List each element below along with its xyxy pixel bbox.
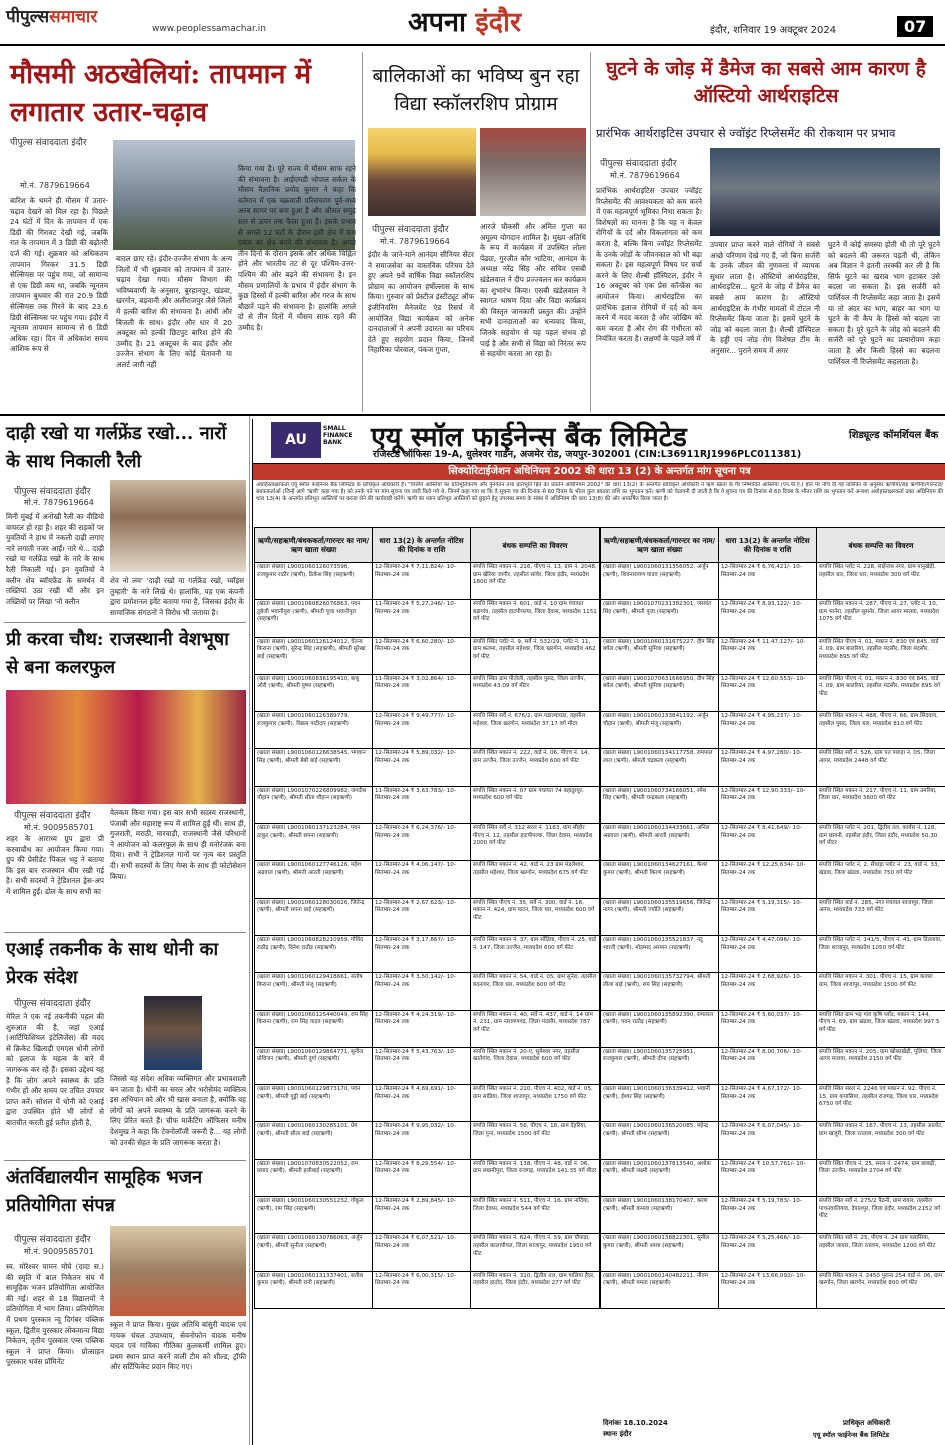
borrower-cell: (खाता संख्या) L9001060131356052, अर्जुन (ऋणी), शिवनारायण यादव (सहऋणी) [601, 563, 719, 600]
weather-col2: बादल छाए रहे। इंदौर-उज्जैन संभाग के अन्य जिलों में भी शुक्रवार को तापमान में उतार-चढ़ाव देखा गया। मौसम विभाग की भविष्यवाणी के अनुसार, बुरहानपुर, खंडवा, खरगोन, बड़वानी और अलीराजपुर जैसे जिलों में हल्की बारिश की संभावना है। आंधी और बिजली के साथ। इंदौर और धार में 20 अक्टूबर को हल्की छिटपुट बारिश होने की उम्मीद है। 21 अक्टूबर के बाद इंदौर और उज्जैन संभाग के लिए कोई चेतावनी या अलर्ट जारी नहीं [116, 254, 232, 369]
notice-amount-cell: 12-सितम्बर-24 ₹ 12,90,333/- 10-सितम्बर-24 तक [719, 786, 817, 823]
knee-headline: घुटने के जोड़ में डैमेज का सबसे आम कारण है ऑस्टियो आर्थराइटिस [606, 58, 926, 107]
notice-row [601, 1047, 945, 1084]
property-cell: संपत्ति स्थित सर्वे नं. 275/2 पैठनी, ग्राम रावल, तहसील पाचनवालियाव, देपालपुर, जिला इंदौर, मध्यप्रदेश 2152 वर्ग फीट [817, 1197, 945, 1234]
scheduled-bank-label: शिड्यूल्ड कॉमर्शियल बैंक [849, 430, 939, 441]
knee-photo [710, 148, 940, 236]
property-cell: संपत्ति स्थित मकान नं. 07 ग्राम पंचायत 74 बहादुरपुर, मध्यप्रदेश 600 वर्ग फीट [471, 786, 600, 823]
page-number: 07 [897, 16, 933, 37]
property-cell: संपत्ति स्थित प्लॉट नं. 9, सर्वे नं. 532/29, प्लॉट नं. 11, ग्राम कलमा, तहसील महेश्वर, जिला खरगोन, मध्यप्रदेश 462 वर्ग फीट [471, 637, 600, 674]
notice-place: स्थानः इंदौर [603, 1430, 632, 1438]
scholarship-mobile: मो.नं. 7879619664 [380, 237, 450, 246]
borrower-cell: (खाता संख्या) L9001060129418661, संतोष किराना (ऋणी), श्रीमती मंजू (सहऋणी) [255, 973, 373, 1010]
borrower-cell: (खाता संख्या) L9001070631666950, दीप सिंह बघेल (ऋणी), श्रीमती सुमित्रा (सहऋणी) [601, 674, 719, 711]
property-cell: संपत्ति स्थित मकान नं. 42, वार्ड नं. 23 ग्राम मंडलेश्वर, तहसील महेश्वर, जिला खरगोन, मध्यप्रदेश 675 वर्ग फीट [471, 861, 600, 898]
newspaper-logo[interactable]: पीपुल्ससमाचार [6, 7, 98, 27]
borrower-cell: (खाता संख्या) L9001060138822301, सुनील कुमार (ऋणी), श्रीमती आशा (सहऋणी) [601, 1234, 719, 1271]
column-header-borrower: ऋणी/सहऋणी/बंधककर्ता/गारन्टर का नाम/ऋण खाता संख्या [601, 528, 719, 563]
notice-amount-cell: 12-सितम्बर-24 ₹ 6,60,280/- 10-सितम्बर-24 तक [373, 637, 471, 674]
borrower-cell: (खाता संख्या) L9001060129873170, पवन (ऋणी), श्रीमती गुड्डी बाई (सहऋणी) [255, 1085, 373, 1122]
property-cell: संपत्ति स्थित ग्राम भड़ गांव कृषि प्लॉट, मकान नं. 144, पीएच नं. 69, ग्राम खंडवा, जिला खंडवा, मध्यप्रदेश 997.5 वर्ग फीट [817, 1010, 945, 1047]
property-cell: संपत्ति स्थित पीएच नं. 01, मकान नं. 830 एवं 845, वार्ड नं. 09, ग्राम बालरिया, तहसील मंदसौर, जिला मंदसौर, मध्यप्रदेश 895 वर्ग फीट [817, 637, 945, 674]
issue-date: इंदौर, शनिवार 19 अक्टूबर 2024 [710, 25, 837, 36]
notice-row [601, 1234, 945, 1271]
notice-row [601, 637, 945, 674]
notice-row [255, 1197, 600, 1234]
notice-amount-cell: 12-सितम्बर-24 ₹ 5,19,783/- 10-सितम्बर-24 तक [719, 1197, 817, 1234]
notice-amount-cell: 12-सितम्बर-24 ₹ 4,97,280/- 10-सितम्बर-24 तक [719, 749, 817, 786]
property-cell: संपत्ति स्थित मकान नं. 624, पीएच नं. 59, ग्राम चौपाड़ा, तहसील कालापीपल, जिला शाजापुर, मध्यप्रदेश 1950 वर्ग फीट [471, 1234, 600, 1271]
borrower-cell: (खाता संख्या) L9001060131675227, दीप सिंह बघेल (ऋणी), श्रीमती सुमित्रा (सहऋणी) [601, 637, 719, 674]
borrower-cell: (खाता संख्या) L9001060136339412, भवानी (ऋणी), ईश्वर सिंह (सहऋणी) [601, 1085, 719, 1122]
notice-amount-cell: 12-सितम्बर-24 ₹ 4,95,237/- 10-सितम्बर-24 तक [719, 712, 817, 749]
property-cell: संपत्ति स्थित मकान नं. 2450 पुराना 254 वार्ड नं. 06, ग्राम खरगोन, जिला खरगोन, मध्यप्रदेश 800 वर्ग फीट [817, 1271, 945, 1308]
property-cell: संपत्ति स्थित पीएच नं. 35, सर्वे नं. 300, वार्ड नं. 16, मकान नं. 424, ग्राम पाटन, जिला धार, मध्यप्रदेश 600 वर्ग फीट [471, 898, 600, 935]
notice-amount-cell: 12-सितम्बर-24 ₹ 8,41,649/- 10-सितम्बर-24 तक [719, 824, 817, 861]
notice-intro: अधोहस्ताक्षरकर्ता एयू स्मॉल फाईनेन्स बैंक लिमिटेड के प्राधिकृत अधिकारी है। "वित्तीय आस्तियों का प्रतिभूतिकरण और पुनर्गठन तथा प्रतिभूति हित का प्रवर्तन अधिनियम 2002" की धारा 13(2) के अन्तर्गत प्राधिकृत अधिकारी ने ऋण खातों के गैर निष्पादित आस्तियां (एन.पी.ए.) होने पर नीचे दी गई तालिका के अनुसार ऋणीयों/सह ऋणीयों/गारन्टरों/बंधककर्ताओं (जिन्हें आगे 'ऋणी' कहा गया है) को उनके पते पर मांग सूचना पत्र जारी किये गये थे, जिनमें कहा गया था कि वे सूचना पत्र की दिनांक से 60 दिवस के भीतर कुल बकाया राशि का भुगतान करें। ऋणी को चेतावनी दी जाती है कि वे सूचना पत्र की दिनांक से 60 दिवस के भीतर राशि का भुगतान करें अन्यथा अधोहस्ताक्षरकर्ता उक्त अधिनियम की धारा 13(4) के अन्तर्गत प्रतिभूत आस्तियों पर कब्जा लेने की कार्यवाही करेंगे। ऋणी का ध्यान प्रतिभूत आस्तियों को छुड़ाने हेतु उपलब्ध समय के संबंध में अधिनियम की धारा 13(8) की ओर आकर्षित किया जाता है। [256, 482, 943, 503]
property-cell: संपत्ति स्थित प्लॉट नं. 2, सेंधाड़ा प्लॉट नं. 23, वार्ड नं. 33, खंडवा, जिला खंडवा, मध्यप्रदेश 750 वर्ग फीट [817, 861, 945, 898]
bank-notice-header [253, 419, 945, 464]
property-cell: संपत्ति स्थित मकान नं. 216, पीएच नं. 13, ग्राम नं. 2048, ग्राम खेरिया जागीर, तहसील सांवेर, जिला इंदौर, मध्यप्रदेश 1800 वर्ग फीट [471, 563, 600, 600]
borrower-cell: (खाता संख्या) L9001060828210959, गोविंद राठौड़ (ऋणी), दिनेश राठौड़ (सहऋणी) [255, 935, 373, 972]
notice-amount-cell: 12-सितम्बर-24 ₹ 6,07,521/- 10-सितम्बर-24 तक [373, 1234, 471, 1271]
notice-row [601, 1159, 945, 1196]
notice-amount-cell: 12-सितम्बर-24 ₹ 2,67,623/- 10-सितम्बर-24 तक [373, 898, 471, 935]
notice-amount-cell: 12-सितम्बर-24 ₹ 4,69,691/- 10-सितम्बर-24 तक [373, 1085, 471, 1122]
borrower-cell: (खाता संख्या) L9001060734166051, रमेश सिंह (ऋणी), श्रीमती चन्द्रकला (सहऋणी) [601, 786, 719, 823]
karwa-mobile: मो.नं. 9009585701 [24, 823, 94, 832]
notice-row [255, 1047, 600, 1084]
borrower-cell: (खाता संख्या) L9001060127746126, महेश अग्रवाल (ऋणी), श्रीमती आरती (सहऋणी) [255, 861, 373, 898]
notice-table-right [600, 527, 945, 1309]
notice-table-left [254, 527, 600, 1309]
notice-row [601, 1271, 945, 1308]
bhajan-mobile: मो.नं. 9009585701 [24, 1247, 94, 1256]
borrower-cell: (खाता संख्या) L9001060135521837, नटू भारती (ऋणी), मोहम्मद अरमान (सहऋणी) [601, 935, 719, 972]
beard-col1: मिनी मुंबई में अनोखी रैली का वीडियो वायरल हो रहा है। शहर की सड़कों पर युवतियों ने हाथ में नकली दाढ़ी लगाए नारे लगाती नजर आईं। नारे थे... दाढ़ी रखो या गर्लफ्रेंड रखो के नारे के साथ रैली निकाली गई। इन युवतियों ने क्लीन शेव ब्वॉयफ्रेंड के समर्थन में तख्तियां उठा रखी थीं और इन तख्तियों पर लिखा 'नो क्लीन [6, 512, 104, 606]
ai-headline: एआई तकनीक के साथ धोनी का प्रेरक संदेश [6, 939, 219, 988]
notice-amount-cell: 12-सितम्बर-24 ₹ 9,95,032/- 10-सितम्बर-24 तक [373, 1122, 471, 1159]
borrower-cell: (खाता संख्या) L9001060126389779, राजकुमार (ऋणी), विक्रम पाटीदार (सहऋणी) [255, 712, 373, 749]
notice-row [601, 973, 945, 1010]
property-cell: संपत्ति स्थित सर्वे नं. 25, पीएच नं. 24 ग्राम पलासिया, तहसील जावरा, जिला रतलाम, मध्यप्रदेश 1200 वर्ग फीट [817, 1234, 945, 1271]
notice-row [255, 637, 600, 674]
notice-amount-cell: 12-सितम्बर-24 ₹ 6,24,376/- 10-सितम्बर-24 तक [373, 824, 471, 861]
knee-subhead: प्रारंभिक आर्थराइटिस उपचार से ज्वॉइंट रिप्लेसमेंट की रोकथाम पर प्रभाव [596, 126, 896, 140]
property-cell: संपत्ति स्थित मकान नं. 310, द्वितीय तल, ग्राम पालिया हैदर, तहसील हातोद, जिला इंदौर, मध्यप्रदेश 277 वर्ग फीट [471, 1271, 600, 1308]
notice-row [601, 1010, 945, 1047]
notice-row [601, 898, 945, 935]
borrower-cell: (खाता संख्या) L9001060125440049, राम सिंह किराना (ऋणी), राम सिंह यादव (सहऋणी) [255, 1010, 373, 1047]
column-header-borrower: ऋणी/सहऋणी/बंधककर्ता/गारन्टर का नाम/ऋण खाता संख्या [255, 528, 373, 563]
property-cell: संपत्ति स्थित मकान नं. 56, पीएच नं. 18, ग्राम देहरिया, जिला गुना, मध्यप्रदेश 1500 वर्ग फीट [471, 1122, 600, 1159]
notice-amount-cell: 12-सितम्बर-24 ₹ 4,47,096/- 10-सितम्बर-24 तक [719, 935, 817, 972]
bhajan-col2: स्कूल ने प्राप्त किया। मुख्य अतिथि बांसुरी वादक एवं गायक चंचल उपाध्याय, सेवनोफोन वादक मनीष यादव एवं गायिका गीतिका कुलकर्णी शामिल हुए। प्रथम स्थान प्राप्त करने वाली टीम को शील्ड, ट्रॉफी और सर्टिफिकेट प्रदान किए गए। [110, 1320, 246, 1372]
property-cell: संपत्ति स्थित मकान नं. 601, वार्ड नं. 10 ग्राम पंचायत बड़ागांव, तहसील हाटपीपल्या, जिला देवास, मध्यप्रदेश 1151 वर्ग फीट [471, 600, 600, 637]
notice-row [601, 600, 945, 637]
scholarship-photo [368, 128, 476, 216]
signing-bank: एयू स्मॉल फाईनेन्स बैंक लिमिटेड [813, 1431, 890, 1439]
bhajan-photo [110, 1226, 246, 1316]
scholarship-group-photo [480, 128, 586, 216]
notice-amount-cell: 12-सितम्बर-24 ₹ 2,68,926/- 10-सितम्बर-24 तक [719, 973, 817, 1010]
ai-byline: पीपुल्स संवाददाता इंदौर [14, 999, 91, 1009]
notice-amount-cell: 12-सितम्बर-24 ₹ 13,66,092/- 10-सितम्बर-24 तक [719, 1271, 817, 1308]
notice-amount-cell: 12-सितम्बर-24 ₹ 8,29,554/- 10-सितम्बर-24 तक [373, 1159, 471, 1196]
property-cell: संपत्ति स्थित मकान नं. 167, पीएच नं. 13, तहसील आलोट, ग्राम खजूरी, जिला रतलाम, मध्यप्रदेश 300 वर्ग फीट [817, 1122, 945, 1159]
property-cell: संपत्ति स्थित पीएच नं. 01, मकान नं. 830 एवं 845, वार्ड नं. 09, ग्राम बालरिया, तहसील मंदसौर, मध्यप्रदेश 895 वर्ग फीट [817, 674, 945, 711]
notice-amount-cell: 12-सितम्बर-24 ₹ 6,00,315/- 10-सितम्बर-24 तक [373, 1271, 471, 1308]
property-cell: संपत्ति स्थित मकान नं. 205, ग्राम खोकाखेड़ी, पुलिया, जिला आगर मालवा, मध्यप्रदेश 2150 वर्ग फीट [817, 1047, 945, 1084]
notice-row [601, 674, 945, 711]
weather-headline: मौसमी अठखेलियां: तापमान में लगातार उतार-चढ़ाव [10, 59, 312, 128]
bhajan-col1: स्व. मोरेश्वर यामन मोघे (दादा स.) की स्मृति में बाल निकेतन संघ में सामूहिक भजन प्रतियोगिता आयोजित की गई। शहर से 18 विद्यालयों ने प्रतियोगिता में भाग लिया। प्रतियोगिता में प्रथम पुरस्कार न्यू दिगंबर पब्लिक स्कूल, द्वितीय पुरस्कार लोकमान्य विद्या निकेतन, तृतीय पुरस्कार एम्स पब्लिक स्कूल ने प्राप्त किया। प्रोत्साहन पुरस्कार भवंस प्रॉमिनेंट [6, 1262, 104, 1367]
weather-mobile: मो.नं. 7879619664 [20, 181, 90, 190]
authorized-officer: प्राधिकृत अधिकारी [843, 1419, 891, 1427]
notice-row [255, 749, 600, 786]
karwa-byline: पीपुल्स संवाददाता इंदौर [14, 811, 91, 821]
knee-byline: पीपुल्स संवाददाता इंदौर [600, 159, 677, 169]
karwa-col1: शहर के आराध्य ग्रुप द्वारा प्री करवाचौथ का आयोजन किया गया। ग्रुप की प्रेसीडेंट पिंकल भट्ट ने बताया कि इस बार राजस्थान थीम रखी गई है। सभी सदस्यों ने ट्रेडिशनल ड्रेस-अप में शामिल हुईं। ढोल के साथ सभी का [6, 834, 104, 896]
borrower-cell: (खाता संख्या) L9001060130551232, गोकुल (ऋणी), राम सिंह (सहऋणी) [255, 1197, 373, 1234]
notice-amount-cell: 12-सितम्बर-24 ₹ 3,17,867/- 10-सितम्बर-24 तक [373, 935, 471, 972]
notice-row [255, 786, 600, 823]
notice-row [255, 712, 600, 749]
notice-row [255, 1010, 600, 1047]
property-cell: संपत्ति स्थित मकान नं. 210, पीएच नं. 402, वार्ड नं. 05, ग्राम सांडिया, जिला शाजापुर, मध्यप्रदेश 1750 वर्ग फीट [471, 1085, 600, 1122]
property-cell: संपत्ति स्थित सर्वे नं. 312 सरल नं. 1183, ग्राम सीहोर पीएच नं. 12, तहसील हाटपीपल्या, जिला देवास, मध्यप्रदेश 2000 वर्ग फीट [471, 824, 600, 861]
property-cell: संपत्ति स्थित प्लॉट नं. 201, द्वितीय तल, कार्यस नं. 128, ग्राम छावनी, तहसील इंदौर, जिला इंदौर, मध्यप्रदेश 50.30 वर्ग मीटर [817, 824, 945, 861]
property-cell: संपत्ति स्थित मकान नं. 138, पीएच नं. 48, वार्ड नं. 06, ग्राम लखमीपुरा, जिला राजगढ़, मध्यप्रदेश 141.35 वर्ग मीटर [471, 1159, 600, 1196]
property-cell: संपत्ति स्थित मकान नं. 511, पीएच नं. 16, ग्राम नांदिया, जिला देवास, मध्यप्रदेश 544 वर्ग फीट [471, 1197, 600, 1234]
knee-col2: उपचार प्राप्त करने वाले रोगियों ने सबसे अच्छे परिणाम देखे गए हैं, जो बिना सर्जरी के उनके जीवन की गुणवत्ता में व्यापक सुधार लाता है। ऑस्टियो आर्थराइटिस, आर्थराइटिस... घुटने के जोड़ में डैमेज का सबसे आम कारण है। ऑस्टियो आर्थराइटिस के गंभीर मामलों में टोटल नी रिप्लेसमेंट किया जाता है। इसमें घुटने के जोड़ को बदला जाता है। शैल्बी हॉस्पिटल के हड्डी एवं जोड़ रोग विशेषज्ञ टीम के अनुसार... पुराने समय में अगर [710, 240, 820, 355]
notice-amount-cell: 12-सितम्बर-24 ₹ 7,11,824/- 10-सितम्बर-24 तक [373, 563, 471, 600]
notice-row [255, 1234, 600, 1271]
notice-row [255, 563, 600, 600]
bhajan-headline: अंतर्विद्यालयीन सामूहिक भजन प्रतियोगिता संपन्न [6, 1167, 203, 1216]
borrower-cell: (खाता संख्या) L9001060135725951, राजकुमार (ऋणी), श्रीमती दीपा (सहऋणी) [601, 1047, 719, 1084]
borrower-cell: (खाता संख्या) L9001060826076863, पवन दुबेजी भवानीपुरा (ऋणी), श्रीमती पूजा भवानीपुरा (सहऋणी) [255, 600, 373, 637]
notice-amount-cell: 12-सितम्बर-24 ₹ 4,06,147/- 10-सितम्बर-24 तक [373, 861, 471, 898]
borrower-cell: (खाता संख्या) L9001060126124012, चेतन्य किराना (ऋणी), सुरेन्द्र सिंह (सहऋणी), श्रीमती सुरेखा बाई (सहऋणी) [255, 637, 373, 674]
property-cell: संपत्ति स्थित मकान नं. 37, ग्राम सोंडिया, पीएच नं. 25, वार्ड नं. 147, जिला उज्जैन, मध्यप्रदेश 600 वर्ग फीट [471, 935, 600, 972]
notice-row [255, 861, 600, 898]
column-header-notice: धारा 13(2) के अन्तर्गत नोटिस की दिनांक व राशि [719, 528, 817, 563]
notice-amount-cell: 12-सितम्बर-24 ₹ 5,89,032/- 10-सितम्बर-24 तक [373, 749, 471, 786]
property-cell: संपत्ति स्थित सर्वे नं. 526, ग्राम पत पारुड़ा नं. 05, जिला आगर, मध्यप्रदेश 2448 वर्ग फीट [817, 749, 945, 786]
notice-row [601, 935, 945, 972]
borrower-cell: (खाता संख्या) L9001060126638545, भगवान सिंह (ऋणी), श्रीमती बेबी बाई (सहऋणी) [255, 749, 373, 786]
property-cell: संपत्ति स्थित मकान नं. 54, वार्ड नं. 05, ग्राम सुनेरा, तहसील बदनावर, जिला धार, मध्यप्रदेश 600 वर्ग फीट [471, 973, 600, 1010]
notice-amount-cell: 11-सितम्बर-24 ₹ 3,02,864/- 10-सितम्बर-24 तक [373, 674, 471, 711]
property-cell: संपत्ति स्थित मकान नं. 20-ए, सुमेश्वर नगर, तहसील खातेगांव, जिला देवास, मध्यप्रदेश 600 वर्ग फीट [471, 1047, 600, 1084]
bank-name: एयू स्मॉल फाईनेन्स बैंक लिमिटेड [371, 422, 687, 453]
notice-amount-cell: 12-सितम्बर-24 ₹ 6,07,045/- 10-सितम्बर-24 तक [719, 1122, 817, 1159]
notice-amount-cell: 12-सितम्बर-24 ₹ 3,50,142/- 10-सितम्बर-24 तक [373, 973, 471, 1010]
notice-amount-cell: 12-सितम्बर-24 ₹ 5,43,763/- 10-सितम्बर-24 तक [373, 1047, 471, 1084]
property-cell: संपत्ति स्थित वार्ड नं. 285, नगर पंचायत शाजापुर, जिला आगर, मध्यप्रदेश 733 वर्ग फीट [817, 898, 945, 935]
property-cell: संपत्ति स्थित प्लॉट नं. 141/5, पीएच नं. 41, ग्राम दिल्लाया, जिला शाजापुर, मध्यप्रदेश 1050 वर्ग फीट [817, 935, 945, 972]
property-cell: संपत्ति स्थित मकान नं. 301, पीएच नं. 15, ग्राम कावरा ग्राम, जिला शाजापुर, मध्यप्रदेश 1500 वर्ग फीट [817, 973, 945, 1010]
beard-col2: शेव नो लव' 'दाढ़ी रखो या गर्लफ्रेंड रखो, च्वॉइस तुम्हारी' के नारे लिखे थे। हालांकि, यह एक कंपनी द्वारा प्रमोशनल इवेंट बताया गया है, जिसका इंदौर के सामाजिक संगठनों ने विरोध भी जताया है। [110, 576, 244, 617]
notice-row [255, 973, 600, 1010]
knee-mobile: मो.नं. 7879619664 [610, 171, 680, 180]
borrower-cell: (खाता संख्या) L9001060130786063, अर्जुन (ऋणी), श्रीमती सुनीता (सहऋणी) [255, 1234, 373, 1271]
notice-amount-cell: 12-सितम्बर-24 ₹ 9,49,777/- 10-सितम्बर-24 तक [373, 712, 471, 749]
borrower-cell: (खाता संख्या) L9001060134627161, केशर कुमार (ऋणी), श्रीमती किरण (सहऋणी) [601, 861, 719, 898]
notice-amount-cell: 12-सितम्बर-24 ₹ 8,00,706/- 10-सितम्बर-24 तक [719, 1047, 817, 1084]
borrower-cell: (खाता संख्या) L9001060129864771, सुनील प्रोविजन (ऋणी), श्रीमती दुर्गा (सहऋणी) [255, 1047, 373, 1084]
notice-amount-cell: 12-सितम्बर-24 ₹ 5,19,315/- 10-सितम्बर-24 तक [719, 898, 817, 935]
notice-row [601, 1122, 945, 1159]
au-bank-logo: AU [271, 422, 321, 458]
notice-date: दिनांकः 18.10.2024 [603, 1419, 668, 1427]
notice-amount-cell: 11-सितम्बर-24 ₹ 5,27,246/- 10-सितम्बर-24 तक [373, 600, 471, 637]
borrower-cell: (खाता संख्या) L9001060134433661, अनिल अग्रवाल (ऋणी), श्रीमती आरती (सहऋणी) [601, 824, 719, 861]
notice-amount-cell: 12-सितम्बर-24 ₹ 12,60,553/- 10-सितम्बर-24 तक [719, 674, 817, 711]
notice-amount-cell: 12-सितम्बर-24 ₹ 8,93,122/- 10-सितम्बर-24 तक [719, 600, 817, 637]
borrower-cell: (खाता संख्या) L9001060131337401, सतीश कुमार (ऋणी), श्रीमती रानी (सहऋणी) [255, 1271, 373, 1308]
notice-row [601, 749, 945, 786]
notice-row [601, 712, 945, 749]
weather-col1: बारिश के थमने ही मौसम में उतार-चढ़ाव देखने को मिल रहा है। पिछले 24 घंटों में दिन के तापमान में एक डिग्री की गिरावट देखी गई, जबकि रात के तापमान में 3 डिग्री की बढ़ोतरी दर्ज की गई। शुक्रवार को अधिकतम तापमान गिरकर 31.5 डिग्री सेल्सियस पर पहुंच गया, जो सामान्य से एक डिग्री कम था, जबकि न्यूनतम तापमान बुधवार की रात 20.9 डिग्री सेल्सियस तक गिरने के बाद 23.6 डिग्री सेल्सियस पर पहुंच गया। इंदौर में न्यूनतम तापमान सामान्य से 6 डिग्री अधिक रहा। दिन में अधिकांश समय आंशिक रूप से [10, 196, 108, 354]
scholarship-headline: बालिकाओं का भविष्य बुन रहा विद्या स्कॉलरशिप प्रोग्राम [372, 65, 580, 115]
borrower-cell: (खाता संख्या) L9001060134117758, रामपाल लाल (ऋणी), श्रीमती चंद्रकला (सहऋणी) [601, 749, 719, 786]
notice-row [255, 674, 600, 711]
scholarship-col1: इंदौर के जाने-माने आनंदम सीनियर सेंटर ने समाजसेवा का वास्तविक परिचय देते हुए अपने 9वें वार्षिक विद्या स्कॉलरशिप प्रोग्राम का आयोजन हर्षोल्लास के साथ किया। गुरुवार को प्रेस्टीज इंस्टीट्यूट ऑफ इंजीनियरिंग मैनेजमेंट एंड रिसर्च में आयोजित विद्या कार्यक्रम को अनेक दानदाताओं ने अपनी उदारता का परिचय देते हुए सहयोग प्रदान किया, जिनमें निहारिका पोरवाल, पंकज गुप्ता, [368, 250, 474, 355]
ai-col2: जिससे यह संदेश अधिक व्यक्तिगत और प्रभावशाली बन जाता है। धोनी का सरल और भरोसेमंद व्यक्तित्व इस अभियान को और भी खास बनाता है, क्योंकि वह लोगों को अपने स्वास्थ्य के प्रति जागरूक करने के लिए प्रेरित करते हैं। चीफ मार्केटिंग ऑफिसर मनीष देशमुख ने कहा कि टेक्नोलॉजी जरूरी है... यह लोगों को उनकी सेहत के प्रति जागरूक करता है। [110, 1074, 246, 1147]
property-cell: संपत्ति स्थित मकान नं. 217, पीएच नं. 11, ग्राम उमरिया, जिला धार, मध्यप्रदेश 3600 वर्ग फीट [817, 786, 945, 823]
notice-row [601, 861, 945, 898]
scholarship-col2: आरजे चौकसी और अमित गुप्ता का अमूल्य योगदान शामिल है। मुख्य अतिथि के रूप में कार्यक्रम में उपस्थित लोला पेंढ्या, गुरजीत कौर भाटिया, आनंदम के अध्यक्ष नरेंद्र सिंह और सचिव एसबी खंडेलवाल ने दीप प्रज्ज्वलन कर कार्यक्रम का शुभारंभ किया। एसबी खंडेलवाल ने स्वागत भाषण दिया और विद्या कार्यक्रम की विस्तृत जानकारी प्रस्तुत की। उन्होंने सभी दानदाताओं का धन्यवाद किया, जिनके सहयोग से यह पहल संभव हो पाई है और सभी से विद्या को निरंतर रूप से सहयोग करता आ रहा है। [480, 222, 586, 359]
scholarship-byline: पीपुल्स संवाददाता इंदौर [372, 225, 449, 235]
borrower-cell: (खाता संख्या) L9001060135892390, रामलाल (ऋणी), पवन राठौड़ (सहऋणी) [601, 1010, 719, 1047]
borrower-cell: (खाता संख्या) L9001060135732794, श्रीमती लीला बाई (ऋणी), राम सिंह (सहऋणी) [601, 973, 719, 1010]
property-cell: संपत्ति स्थित मकान नं. 287, पीएच नं. 27, प्लॉट नं. 10, ग्राम भानेरा, तहसील सुसनेर, जिला आगर मालवा, मध्यप्रदेश 1075 वर्ग फीट [817, 600, 945, 637]
notice-row [255, 1122, 600, 1159]
property-cell: संपत्ति स्थित मकान नं. 488, पीएच नं. 66, ग्राम सिंदवाय, तहसील पुसद, जिला धार, मध्यप्रदेश 810 वर्ग फीट [817, 712, 945, 749]
au-bank-logo-subtitle: SMALL FINANCE BANK [323, 425, 353, 446]
knee-col1: प्रारंभिक आर्थराइटिस उपचार ज्वॉइंट रिप्लेसमेंट की आवश्यकता को कम करने में एक महत्वपूर्ण भूमिका निभा सकता है। विशेषज्ञों का मानना है कि यह न केवल रोगियों के दर्द और विकलांगता को कम करता है, बल्कि बिना ज्वॉइंट रिप्लेसमेंट के उनके जोड़ों के जीवनकाल को भी बढ़ा सकता है। इस महत्वपूर्ण विषय पर चर्चा करने के लिए शैल्बी हॉस्पिटल, इंदौर ने 16 अक्टूबर को एक प्रेस कॉन्फ्रेंस का आयोजन किया। आर्थराइटिस का प्रारंभिक इलाज रोगियों में दर्द को कम करने में मदद करता है और जोखिम को कम करता है और रोग की गंभीरता को नियंत्रित करता है। लक्षणों के पहले वर्ष में [596, 186, 702, 344]
borrower-cell: (खाता संख्या) L9001060836195410, बाबू ओरी (ऋणी), श्रीमती पुष्पा (सहऋणी) [255, 674, 373, 711]
bank-notice [252, 419, 945, 1445]
masthead [0, 0, 945, 46]
notice-amount-cell: 12-सितम्बर-24 ₹ 5,60,037/- 10-सितम्बर-24 तक [719, 1010, 817, 1047]
website-url[interactable]: www.peoplessamachar.in [152, 24, 266, 34]
notice-amount-cell: 12-सितम्बर-24 ₹ 11,47,127/- 10-सितम्बर-24 तक [719, 637, 817, 674]
notice-amount-cell: 11-सितम्बर-24 ₹ 3,63,783/- 10-सितम्बर-24 तक [373, 786, 471, 823]
notice-row [601, 1197, 945, 1234]
beard-photo [110, 480, 246, 572]
notice-title: सिक्योरिटाईजेशन अधिनियम 2002 की धारा 13 (2) के अन्तर्गत मांग सूचना पत्र [253, 464, 945, 480]
borrower-cell: (खाता संख्या) L9001060140482211, नीतम (ऋणी), श्रीमती ममता (सहऋणी) [601, 1271, 719, 1308]
column-header-notice: धारा 13(2) के अन्तर्गत नोटिस की दिनांक व राशि [373, 528, 471, 563]
notice-row [601, 824, 945, 861]
property-cell: संपत्ति स्थित पीएच नं. 25, सरल नं. 2474, ग्राम छाबड़ी, जिला उज्जैन, मध्यप्रदेश 2704 वर्ग फीट [817, 1159, 945, 1196]
registered-office: रजिस्टर्ड ऑफिसः 19-A, धुलेश्वर गार्डन, अजमेर रोड, जयपुर-302001 (CIN:L36911RJ1996PLC011381) [373, 449, 802, 460]
property-cell: संपत्ति स्थित सरल नं. 2246 एवं मकान नं. 92, पीएच नं. 15, ग्राम कपासिया, तहसील राजगढ़, जिला धार, मध्यप्रदेश 6750 वर्ग फीट [817, 1085, 945, 1122]
karwa-photo [6, 690, 246, 804]
borrower-cell: (खाता संख्या) L9001060138170407, करण (ऋणी), श्रीमती कमला (सहऋणी) [601, 1197, 719, 1234]
weather-col3: किया गया है। पूरे राज्य में मौसम साफ रहने की संभावना है। आईएमडी भोपाल सर्कल के मौसम वैज्ञानिक प्रमोद कुमार ने कहा कि वर्तमान में एक चक्रवाती परिसंचरण पूर्व-मध्य अरब सागर पर बना हुआ है और औसत समुद्र स्तर से ऊपर तक फैला हुआ है। इसके प्रभाव से अगले 12 घंटों के दौरान इसी क्षेत्र में कम दबाव का क्षेत्र बनने की संभावना है। अगले तीन दिनों के दौरान इसके और अधिक चिह्नित होने और भारतीय तट से दूर पश्चिम-उत्तर-पश्चिम की ओर बढ़ने की संभावना है। इन मौसम प्रणालियों के प्रभाव में इंदौर संभाग के कुछ हिस्सों में हल्की बारिश और गरज के साथ बौछारें पड़ने की संभावना है। हालांकि अगले दो से तीन दिनों में मौसम साफ रहने की उम्मीद है। [238, 164, 356, 332]
karwa-col2: वेलकम किया गया। इस बार सभी सदस्य राजस्थानी, पंजाबी और महाराष्ट्र रूप में शामिल हुईं थीं। साथ ही, गुजराती, मराठी, मारवाड़ी, राजस्थानी जैसे परिधानों ने आयोजन को कलरफुल के साथ ही मनोरंजक बना दिया। सभी ने ट्रेडिशनल गानों पर नृत्य कर प्रस्तुति दी। सभी सदस्यों के लिए गेम्स के साथ ही फोटोसेशन किया। [110, 808, 246, 881]
borrower-cell: (खाता संख्या) L9001060137123284, पवन ठाकुर (ऋणी), श्रीमती सपना (सहऋणी) [255, 824, 373, 861]
notice-row [601, 563, 945, 600]
dhoni-photo [144, 996, 202, 1070]
notice-amount-cell: 12-सितम्बर-24 ₹ 6,76,421/- 10-सितम्बर-24 तक [719, 563, 817, 600]
ai-col1: मेरिल ने एक नई तकनीकी पहल की शुरुआत की है, जहां एआई (आर्टिफिशियल इंटेलिजेंस) की मदद से क्रिकेट खिलाड़ी एमएस धोनी लोगों को इलाज के महत्व के बारे में जागरूक कर रहे हैं। इसका उद्देश्य यह है कि लोग अपने स्वास्थ्य के प्रति गंभीर हों और समय पर उचित उपचार प्राप्त करें। सोशल में धोनी को एआई द्वारा उपस्थित होते भी लोगों से बातचीत करती हुई प्रतीत होती है, [6, 1012, 104, 1127]
notice-row [601, 1085, 945, 1122]
knee-col3: घुटने में कोई समस्या होती थी तो पूरे घुटने को बदलने की जरूरत पड़ती थी, लेकिन अब विज्ञान ने इतनी तरक्की कर ली है कि सिर्फ घुटने का खराब भाग हटाकर उसे बदला जा सकता है। इस सर्जरी को पार्शियल नी रिप्लेसमेंट कहा जाता है। इसमें या तो अंदर का भाग, बाहर का भाग या घुटने के नी कैप के हिस्से को बदला जा सकता है। पूरे घुटने के जोड़ को बदलने की सर्जरी को पूरे घुटने का प्रत्यारोपण कहा जाता है और किसी हिस्से का बदलना पार्शियल नी रिप्लेसमेंट कहलाता है। [828, 240, 940, 366]
property-cell: संपत्ति स्थित मकान नं. 222, वार्ड नं. 06, पीएच नं. 14, ग्राम उज्जैन, जिला उज्जैन, मध्यप्रदेश 600 वर्ग फीट [471, 749, 600, 786]
borrower-cell: (खाता संख्या) L9001070830522052, राम प्रसाद (ऋणी), श्रीमती हलीबाई (सहऋणी) [255, 1159, 373, 1196]
beard-headline: दाढ़ी रखो या गर्लफ्रेंड रखो... नारों के साथ निकाली रैली [6, 423, 227, 472]
property-cell: संपत्ति स्थित ग्राम पीतोली, तहसील पुसद, जिला उज्जैन, मध्यप्रदेश 43.09 वर्ग मीटर [471, 674, 600, 711]
notice-amount-cell: 12-सितम्बर-24 ₹ 12,25,634/- 10-सितम्बर-24 तक [719, 861, 817, 898]
notice-row [255, 935, 600, 972]
borrower-cell: (खाता संख्या) L9001060133841192, अर्जुन चौहान (ऋणी), श्रीमती मंजू (सहऋणी) [601, 712, 719, 749]
borrower-cell: (खाता संख्या) L9001060130285101, प्रेम (ऋणी), श्रीमती सीता बाई (सहऋणी) [255, 1122, 373, 1159]
notice-amount-cell: 12-सितम्बर-24 ₹ 4,24,319/- 10-सितम्बर-24 तक [373, 1010, 471, 1047]
bhajan-byline: पीपुल्स संवाददाता इंदौर [14, 1235, 91, 1245]
beard-mobile: मो.नं. 7879619664 [24, 498, 94, 507]
notice-row [601, 786, 945, 823]
borrower-cell: (खाता संख्या) L9001060128030026, जितेन्द्र (ऋणी), श्रीमती सपना बाई (सहऋणी) [255, 898, 373, 935]
section-title: अपना इंदौर [408, 7, 521, 38]
notice-row [255, 1085, 600, 1122]
notice-amount-cell: 12-सितम्बर-24 ₹ 10,57,761/- 10-सितम्बर-24 तक [719, 1159, 817, 1196]
notice-row [255, 1159, 600, 1196]
borrower-cell: (खाता संख्या) L9001060126073596, राजकुमार राठौर (ऋणी), ठिकेश सिंह (सहऋणी) [255, 563, 373, 600]
property-cell: संपत्ति स्थित प्लॉट नं. 228, साईनाथ नगर, ग्राम नानुखेड़ी, तहसील धार, जिला धार, मध्यप्रदेश 300 वर्ग फीट [817, 563, 945, 600]
notice-row [255, 898, 600, 935]
column-header-property: बंधक सम्पत्ति का विवरण [471, 528, 600, 563]
notice-row [255, 824, 600, 861]
beard-byline: पीपुल्स संवाददाता इंदौर [14, 487, 91, 497]
column-header-property: बंधक सम्पत्ति का विवरण [817, 528, 945, 563]
notice-amount-cell: 12-सितम्बर-24 ₹ 5,25,466/- 10-सितम्बर-24 तक [719, 1234, 817, 1271]
property-cell: संपत्ति स्थित मकान नं. 40, सर्वे नं. 437, वार्ड नं. 14 ग्राम नं. 231, ग्राम नारायणगढ़, जिला मंदसौर, मध्यप्रदेश 787 वर्ग फीट [471, 1010, 600, 1047]
borrower-cell: (खाता संख्या) L9001060135519656, जितेन्द्र नागर (ऋणी), श्रीमती ज्योति (सहऋणी) [601, 898, 719, 935]
notice-amount-cell: 12-सितम्बर-24 ₹ 2,89,845/- 10-सितम्बर-24 तक [373, 1197, 471, 1234]
property-cell: संपत्ति स्थित सर्वे नं. 676/2, ग्राम पडाल्यायडा, तहसील महेश्वर, जिला खरगोन, मध्यप्रदेश 37.17 वर्ग मीटर [471, 712, 600, 749]
weather-byline: पीपुल्स संवाददाता इंदौर [10, 138, 87, 148]
karwa-headline: प्री करवा चौथ: राजस्थानी वेशभूषा से बना कलरफुल [6, 629, 229, 678]
borrower-cell: (खाता संख्या) L9001070226809982, जगदीश चौहान (ऋणी), श्रीमती सीता चौहान (सहऋणी) [255, 786, 373, 823]
borrower-cell: (खाता संख्या) L9001070231382301, जसवंत सिंह (ऋणी), श्रीमती पूजा (सहऋणी) [601, 600, 719, 637]
notice-row [255, 1271, 600, 1308]
notice-row [255, 600, 600, 637]
notice-amount-cell: 12-सितम्बर-24 ₹ 4,67,172/- 10-सितम्बर-24 तक [719, 1085, 817, 1122]
borrower-cell: (खाता संख्या) L9001060137813540, अशोक (ऋणी), श्रीमती लक्ष्मी (सहऋणी) [601, 1159, 719, 1196]
borrower-cell: (खाता संख्या) L9001060136520085, महेन्द्र (ऋणी), श्रीमती सीमा (सहऋणी) [601, 1122, 719, 1159]
